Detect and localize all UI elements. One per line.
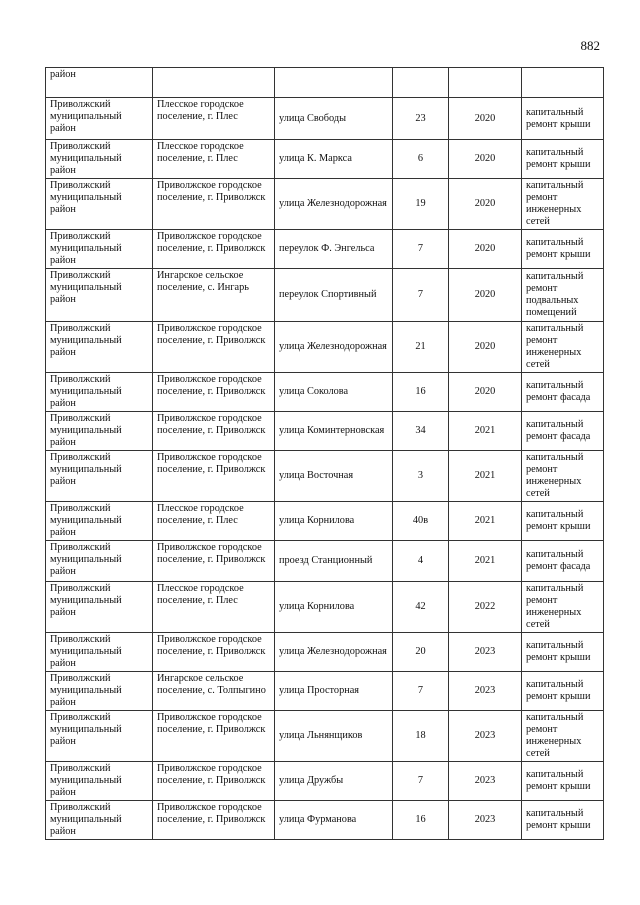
- year-cell: 2021: [449, 412, 522, 451]
- settlement-cell: Приволжское городское поселение, г. Приволжск: [153, 373, 275, 412]
- year-cell: 2023: [449, 762, 522, 801]
- year-cell: 2020: [449, 230, 522, 269]
- house-number-cell: 18: [393, 711, 449, 762]
- table-row: [46, 179, 604, 230]
- settlement-cell: Приволжское городское поселение, г. Приволжск: [153, 179, 275, 230]
- settlement-cell: Приволжское городское поселение, г. Приволжск: [153, 711, 275, 762]
- work-type-cell: [522, 68, 604, 98]
- table-row: [46, 672, 604, 711]
- table-body: [46, 68, 604, 840]
- table-row: [46, 451, 604, 502]
- settlement-cell: Приволжское городское поселение, г. Приволжск: [153, 801, 275, 840]
- street-cell: улица Восточная: [275, 451, 393, 502]
- year-cell: 2021: [449, 451, 522, 502]
- work-type-cell: капитальный ремонт крыши: [522, 801, 604, 840]
- year-cell: 2021: [449, 502, 522, 541]
- settlement-cell: Приволжское городское поселение, г. Приволжск: [153, 412, 275, 451]
- house-number-cell: 6: [393, 140, 449, 179]
- settlement-cell: Плесское городское поселение, г. Плес: [153, 502, 275, 541]
- year-cell: 2022: [449, 582, 522, 633]
- street-cell: улица Корнилова: [275, 502, 393, 541]
- work-type-cell: капитальный ремонт инженерных сетей: [522, 179, 604, 230]
- settlement-cell: Приволжское городское поселение, г. Приволжск: [153, 762, 275, 801]
- district-cell: район: [46, 68, 153, 98]
- table-row: [46, 269, 604, 322]
- settlement-cell: [153, 68, 275, 98]
- settlement-cell: Приволжское городское поселение, г. Приволжск: [153, 451, 275, 502]
- street-cell: улица К. Маркса: [275, 140, 393, 179]
- year-cell: 2023: [449, 672, 522, 711]
- table-row: [46, 68, 604, 98]
- table-row: [46, 541, 604, 582]
- street-cell: проезд Станционный: [275, 541, 393, 582]
- table-row: [46, 582, 604, 633]
- house-number-cell: 34: [393, 412, 449, 451]
- work-type-cell: капитальный ремонт фасада: [522, 373, 604, 412]
- table-row: [46, 373, 604, 412]
- house-number-cell: 4: [393, 541, 449, 582]
- house-number-cell: 42: [393, 582, 449, 633]
- house-number-cell: 3: [393, 451, 449, 502]
- table-row: [46, 762, 604, 801]
- settlement-cell: Приволжское городское поселение, г. Приволжск: [153, 633, 275, 672]
- year-cell: 2023: [449, 711, 522, 762]
- house-number-cell: 7: [393, 230, 449, 269]
- street-cell: переулок Ф. Энгельса: [275, 230, 393, 269]
- table-row: [46, 502, 604, 541]
- district-cell: Приволжский муниципальный район: [46, 98, 153, 140]
- house-number-cell: 40в: [393, 502, 449, 541]
- year-cell: 2021: [449, 541, 522, 582]
- street-cell: улица Коминтерновская: [275, 412, 393, 451]
- district-cell: Приволжский муниципальный район: [46, 672, 153, 711]
- district-cell: Приволжский муниципальный район: [46, 230, 153, 269]
- street-cell: улица Железнодорожная: [275, 322, 393, 373]
- district-cell: Приволжский муниципальный район: [46, 633, 153, 672]
- street-cell: улица Железнодорожная: [275, 633, 393, 672]
- settlement-cell: Плесское городское поселение, г. Плес: [153, 582, 275, 633]
- work-type-cell: капитальный ремонт крыши: [522, 762, 604, 801]
- work-type-cell: капитальный ремонт инженерных сетей: [522, 582, 604, 633]
- work-type-cell: капитальный ремонт инженерных сетей: [522, 322, 604, 373]
- street-cell: улица Соколова: [275, 373, 393, 412]
- table-row: [46, 801, 604, 840]
- year-cell: 2023: [449, 633, 522, 672]
- settlement-cell: Плесское городское поселение, г. Плес: [153, 140, 275, 179]
- district-cell: Приволжский муниципальный район: [46, 582, 153, 633]
- table-row: [46, 633, 604, 672]
- year-cell: 2020: [449, 140, 522, 179]
- settlement-cell: Плесское городское поселение, г. Плес: [153, 98, 275, 140]
- district-cell: Приволжский муниципальный район: [46, 541, 153, 582]
- work-type-cell: капитальный ремонт фасада: [522, 412, 604, 451]
- work-type-cell: капитальный ремонт инженерных сетей: [522, 711, 604, 762]
- year-cell: 2020: [449, 98, 522, 140]
- page-number: 882: [580, 38, 600, 53]
- house-number-cell: 20: [393, 633, 449, 672]
- work-type-cell: капитальный ремонт крыши: [522, 140, 604, 179]
- street-cell: улица Корнилова: [275, 582, 393, 633]
- street-cell: переулок Спортивный: [275, 269, 393, 322]
- settlement-cell: Приволжское городское поселение, г. Приволжск: [153, 541, 275, 582]
- work-type-cell: капитальный ремонт крыши: [522, 230, 604, 269]
- settlement-cell: Приволжское городское поселение, г. Приволжск: [153, 322, 275, 373]
- table-row: [46, 711, 604, 762]
- street-cell: улица Льнянщиков: [275, 711, 393, 762]
- district-cell: Приволжский муниципальный район: [46, 711, 153, 762]
- work-type-cell: капитальный ремонт крыши: [522, 672, 604, 711]
- house-number-cell: 7: [393, 269, 449, 322]
- table-row: [46, 98, 604, 140]
- district-cell: Приволжский муниципальный район: [46, 373, 153, 412]
- street-cell: улица Дружбы: [275, 762, 393, 801]
- work-type-cell: капитальный ремонт подвальных помещений: [522, 269, 604, 322]
- year-cell: 2020: [449, 269, 522, 322]
- district-cell: Приволжский муниципальный район: [46, 451, 153, 502]
- work-type-cell: капитальный ремонт крыши: [522, 502, 604, 541]
- district-cell: Приволжский муниципальный район: [46, 762, 153, 801]
- street-cell: улица Железнодорожная: [275, 179, 393, 230]
- street-cell: улица Фурманова: [275, 801, 393, 840]
- work-type-cell: капитальный ремонт крыши: [522, 633, 604, 672]
- street-cell: улица Свободы: [275, 98, 393, 140]
- year-cell: 2020: [449, 179, 522, 230]
- work-type-cell: капитальный ремонт инженерных сетей: [522, 451, 604, 502]
- settlement-cell: Ингарское сельское поселение, с. Ингарь: [153, 269, 275, 322]
- house-number-cell: 21: [393, 322, 449, 373]
- district-cell: Приволжский муниципальный район: [46, 269, 153, 322]
- district-cell: Приволжский муниципальный район: [46, 412, 153, 451]
- house-number-cell: 7: [393, 672, 449, 711]
- table-row: [46, 412, 604, 451]
- table-row: [46, 322, 604, 373]
- work-type-cell: капитальный ремонт фасада: [522, 541, 604, 582]
- house-number-cell: 16: [393, 801, 449, 840]
- house-number-cell: 7: [393, 762, 449, 801]
- housing-repair-table: [45, 67, 604, 840]
- district-cell: Приволжский муниципальный район: [46, 801, 153, 840]
- house-number-cell: [393, 68, 449, 98]
- district-cell: Приволжский муниципальный район: [46, 140, 153, 179]
- district-cell: Приволжский муниципальный район: [46, 322, 153, 373]
- settlement-cell: Ингарское сельское поселение, с. Толпыгино: [153, 672, 275, 711]
- street-cell: [275, 68, 393, 98]
- settlement-cell: Приволжское городское поселение, г. Приволжск: [153, 230, 275, 269]
- table-row: [46, 230, 604, 269]
- district-cell: Приволжский муниципальный район: [46, 179, 153, 230]
- year-cell: 2020: [449, 322, 522, 373]
- street-cell: улица Просторная: [275, 672, 393, 711]
- house-number-cell: 16: [393, 373, 449, 412]
- table-row: [46, 140, 604, 179]
- house-number-cell: 23: [393, 98, 449, 140]
- year-cell: [449, 68, 522, 98]
- year-cell: 2023: [449, 801, 522, 840]
- year-cell: 2020: [449, 373, 522, 412]
- district-cell: Приволжский муниципальный район: [46, 502, 153, 541]
- work-type-cell: капитальный ремонт крыши: [522, 98, 604, 140]
- house-number-cell: 19: [393, 179, 449, 230]
